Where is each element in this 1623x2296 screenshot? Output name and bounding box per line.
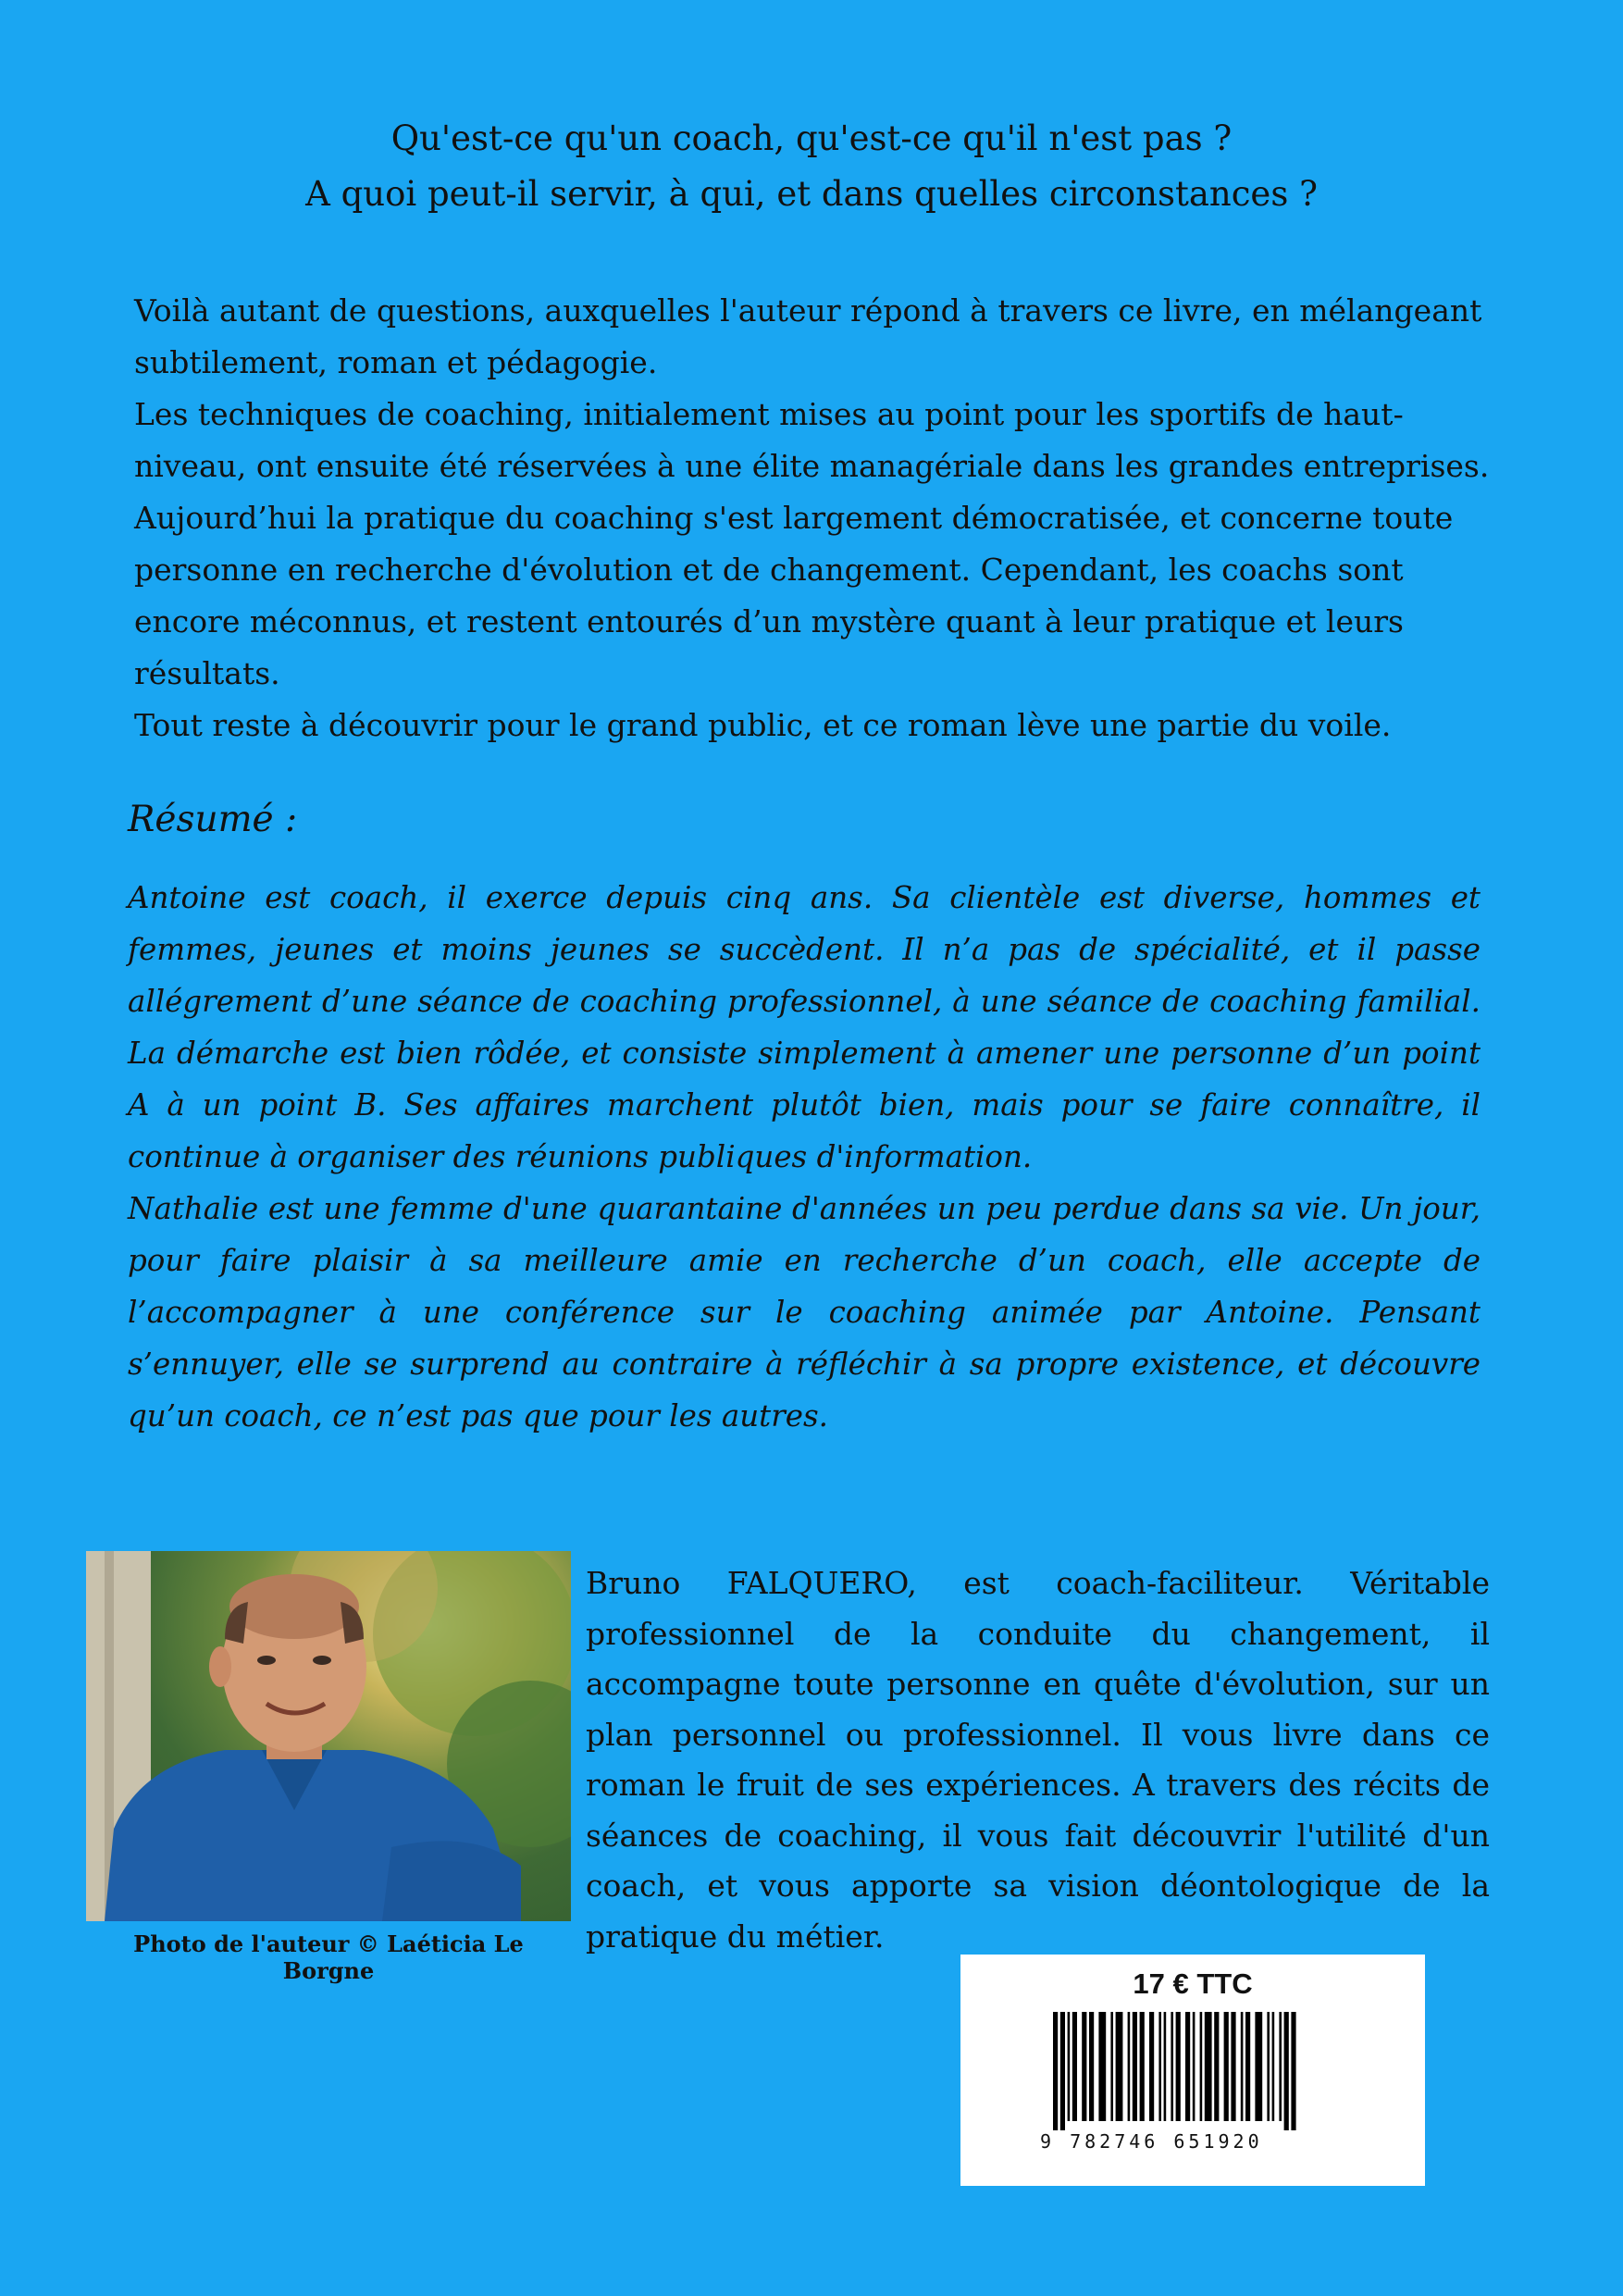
barcode-bar <box>1053 2012 1058 2130</box>
resume-paragraph-1: Antoine est coach, il exerce depuis cinq ans. Sa clientèle est diverse, hommes et femmes, jeunes et moins jeunes se succèdent. Il n’a pas de spécialité, et il passe allégrement d’une séance de coaching professionnel, à une séance de coaching familial. La démarche est bien rôdée, et consiste simplement à amener une personne d’un point A à un point B. Ses affaires marchent plutôt bien, mais pour se faire connaître, il continue à organiser des réunions publiques d'information. <box>128 880 1481 1174</box>
barcode-bar <box>1193 2012 1196 2121</box>
title-line-1: Qu'est-ce qu'un coach, qu'est-ce qu'il n'est pas ? <box>390 118 1233 158</box>
barcode-bar <box>1224 2012 1229 2121</box>
intro-section <box>134 285 1499 751</box>
barcode-bar <box>1205 2012 1212 2121</box>
intro-paragraph-2: Les techniques de coaching, initialement mises au point pour les sportifs de haut-niveau, ont ensuite été réservées à une élite managériale dans les grandes entreprises. <box>134 396 1490 484</box>
barcode-bar <box>1128 2012 1131 2121</box>
barcode-bar <box>1176 2012 1181 2121</box>
barcode-box <box>960 1955 1425 2186</box>
barcode-bar <box>1214 2012 1219 2121</box>
intro-paragraph-3: Aujourd’hui la pratique du coaching s'est largement démocratisée, et concerne toute personne en recherche d'évolution et de changement. Cependant, les coachs sont encore méconnus, et restent entourés d’un mystère quant à leur pratique et leurs résultats. <box>134 500 1454 691</box>
barcode-bar <box>1164 2012 1167 2121</box>
barcode-bar <box>1140 2012 1145 2121</box>
barcode-bar <box>1241 2012 1244 2121</box>
title-block <box>0 111 1623 222</box>
barcode-bar <box>1291 2012 1295 2130</box>
photo-caption: Photo de l'auteur © Laéticia Le Borgne <box>133 1930 524 1984</box>
resume-section <box>128 872 1481 1442</box>
barcode-bar <box>1060 2012 1065 2130</box>
barcode-bar <box>1185 2012 1190 2121</box>
author-bio: Bruno FALQUERO, est coach-faciliteur. Véritable professionnel de la conduite du changement, il accompagne toute personne en quête d'évolution, sur un plan personnel ou professionnel. Il vous livre dans ce roman le fruit de ses expériences. A travers des récits de séances de coaching, il vous fait découvrir l'utilité d'un coach, et vous apporte sa vision déontologique de la pratique du métier. <box>586 1565 1490 1955</box>
barcode-bar <box>1158 2012 1161 2121</box>
barcode-bar <box>1133 2012 1137 2121</box>
barcode-bar <box>1245 2012 1250 2121</box>
intro-paragraph-1: Voilà autant de questions, auxquelles l'auteur répond à travers ce livre, en mélangeant subtilement, roman et pédagogie. <box>134 292 1482 380</box>
barcode-bar <box>1089 2012 1094 2121</box>
resume-paragraph-2: Nathalie est une femme d'une quarantaine d'années un peu perdue dans sa vie. Un jour, pour faire plaisir à sa meilleure amie en recherche d’un coach, elle accepte de l’accompagner à une conférence sur le coaching animée par Antoine. Pensant s’ennuyer, elle se surprend au contraire à réfléchir à sa propre existence, et découvre qu’un coach, ce n’est pas que pour les autres. <box>128 1191 1481 1433</box>
barcode-bar <box>1171 2012 1173 2121</box>
barcode-bar <box>1072 2012 1077 2121</box>
author-photo <box>86 1551 571 1921</box>
barcode-bar <box>1149 2012 1154 2121</box>
barcode-bar <box>1267 2012 1270 2121</box>
title-line-2: A quoi peut-il servir, à qui, et dans quelles circonstances ? <box>305 174 1318 214</box>
barcode-bar <box>1279 2012 1282 2121</box>
barcode-bar <box>1068 2012 1071 2121</box>
resume-heading: Résumé : <box>128 799 298 840</box>
intro-paragraph-4: Tout reste à découvrir pour le grand public, et ce roman lève une partie du voile. <box>134 707 1392 743</box>
barcode-bar <box>1200 2012 1203 2121</box>
barcode-bar <box>1082 2012 1086 2121</box>
barcode-bar <box>1116 2012 1123 2121</box>
barcode-bar <box>1098 2012 1106 2121</box>
price-label: 17 € TTC <box>1133 1967 1253 2000</box>
author-bio-section <box>586 1558 1490 1962</box>
barcode-bar <box>1284 2012 1289 2130</box>
barcode-bar <box>1272 2012 1275 2121</box>
barcode-bar <box>1110 2012 1113 2121</box>
author-portrait-illustration <box>86 1551 571 1921</box>
barcode-icon <box>1053 2012 1331 2132</box>
barcode-bar <box>1231 2012 1235 2121</box>
barcode-bar <box>1255 2012 1262 2121</box>
isbn-digits: 9 782746 651920 <box>1040 2130 1263 2153</box>
